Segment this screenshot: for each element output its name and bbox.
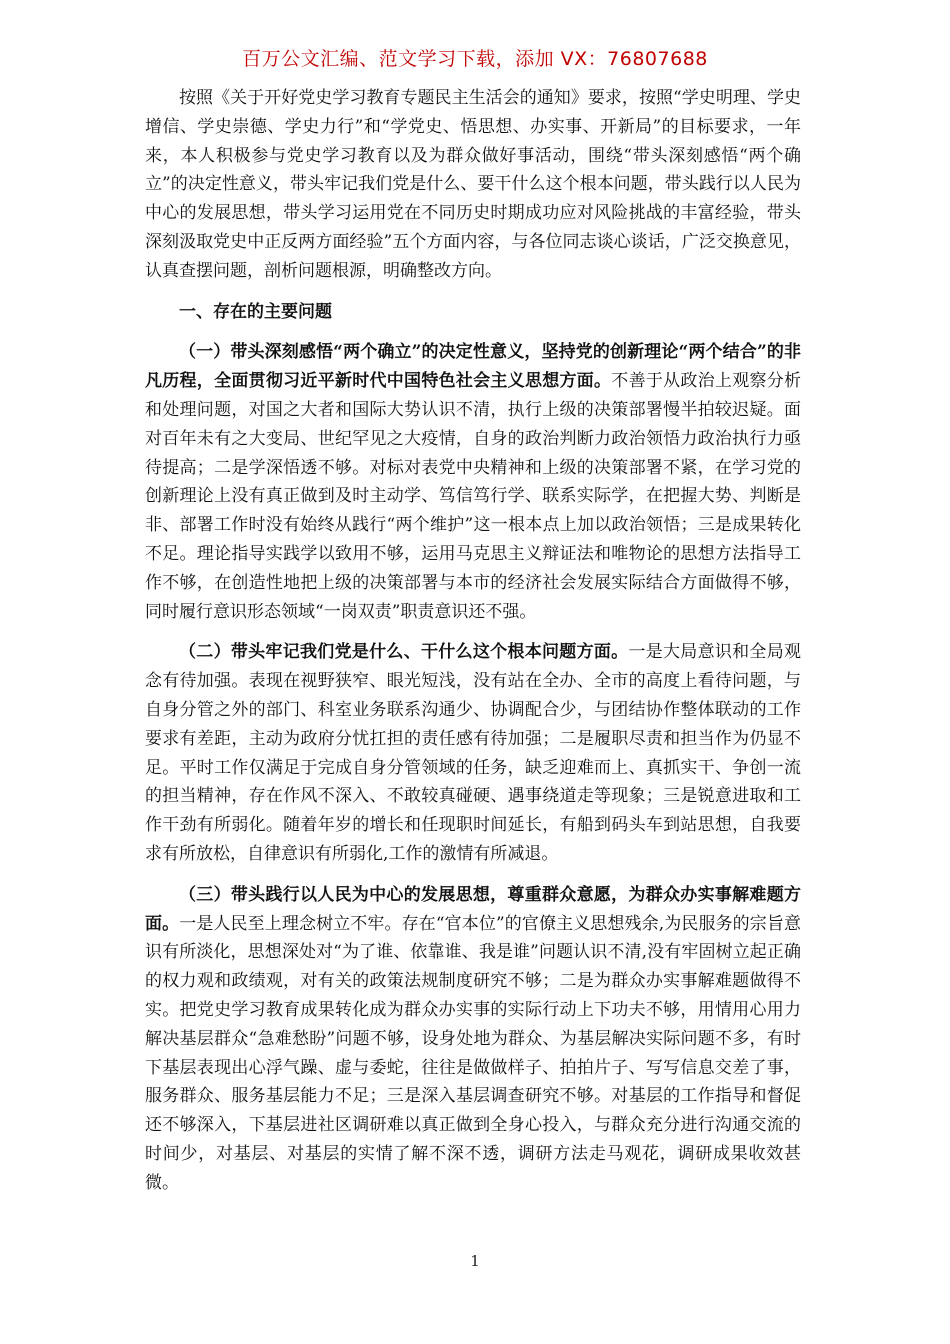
section-heading: 一、存在的主要问题 [179,301,332,322]
section-body-1: 不善于从政治上观察分析和处理问题，对国之大者和国际大势认识不清，执行上级的决策部署慢半拍较迟疑。面对百年未有之大变局、世纪罕见之大疫情，自身的政治判断力政治领悟力政治执行力亟待提高；二是学深悟透不够。对标对表党中央精神和上级的决策部署不紧，在学习党的创新理论上没有真正做到及时主动学、笃信笃行学、联系实际学，在把握大势、判断是非、部署工作时没有始终从践行“两个维护”这一根本点上加以政治领悟；三是成果转化不足。理论指导实践学以致用不够，运用马克思主义辩证法和唯物论的思想方法指导工作不够，在创造性地把上级的决策部署与本市的经济社会发展实际结合方面做得不够，同时履行意识形态领域“一岗双责”职责意识还不强。 [145,371,801,622]
section-body-3: 一是人民至上理念树立不牢。存在“官本位”的官僚主义思想残余,为民服务的宗旨意识有所淡化，思想深处对“为了谁、依靠谁、我是谁”问题认识不清,没有牢固树立起正确的权力观和政绩观，对有关的政策法规制度研究不够；二是为群众办实事解难题做得不实。把党史学习教育成果转化成为群众办实事的实际行动上下功夫不够，用情用心用力解决基层群众“急难愁盼”问题不够，设身处地为群众、为基层解决实际问题不多，有时下基层表现出心浮气躁、虚与委蛇，往往是做做样子、拍拍片子、写写信息交差了事，服务群众、服务基层能力不足；三是深入基层调查研究不够。对基层的工作指导和督促还不够深入，下基层进社区调研难以真正做到全身心投入，与群众充分进行沟通交流的时间少，对基层、对基层的实情了解不深不透，调研方法走马观花，调研成果收效甚微。 [145,913,801,1193]
section-lead-3: （三）带头践行以人民为中心的发展思想，尊重群众意愿，为群众办实事解难题方面。 [145,884,801,934]
section-lead-1: （一）带头深刻感悟“两个确立”的决定性意义，坚持党的创新理论“两个结合”的非凡历程，全面贯彻习近平新时代中国特色社会主义思想方面。 [145,342,801,392]
header-banner: 百万公文汇编、范文学习下载，添加 VX：76807688 [242,48,708,70]
section-paragraph-1 [145,338,801,626]
section-lead-2: （二）带头牢记我们党是什么、干什么这个根本问题方面。 [179,642,629,663]
section-paragraph-3 [145,881,801,1198]
document-body [145,84,801,1197]
page-number: 1 [470,1252,480,1270]
section-paragraph-2 [145,638,801,868]
intro-paragraph: 按照《关于开好党史学习教育专题民主生活会的通知》要求，按照“学史明理、学史增信、学史崇德、学史力行”和“学党史、悟思想、办实事、开新局”的目标要求，一年来，本人积极参与党史学习教育以及为群众做好事活动，围绕“带头深刻感悟“两个确立”的决定性意义，带头牢记我们党是什么、要干什么这个根本问题，带头践行以人民为中心的发展思想，带头学习运用党在不同历史时期成功应对风险挑战的丰富经验，带头深刻汲取党史中正反两方面经验”五个方面内容，与各位同志谈心谈话，广泛交换意见，认真查摆问题，剖析问题根源，明确整改方向。 [145,88,801,281]
section-body-2: 一是大局意识和全局观念有待加强。表现在视野狭窄、眼光短浅，没有站在全办、全市的高度上看待问题，与自身分管之外的部门、科室业务联系沟通少、协调配合少，与团结协作整体联动的工作要求有差距，主动为政府分忧扛担的责任感有待加强；二是履职尽责和担当作为仍显不足。平时工作仅满足于完成自身分管领域的任务，缺乏迎难而上、真抓实干、争创一流的担当精神，存在作风不深入、不敢较真碰硬、遇事绕道走等现象；三是锐意进取和工作干劲有所弱化。随着年岁的增长和任现职时间延长，有船到码头车到站思想，自我要求有所放松，自律意识有所弱化,工作的激情有所减退。 [145,642,802,864]
